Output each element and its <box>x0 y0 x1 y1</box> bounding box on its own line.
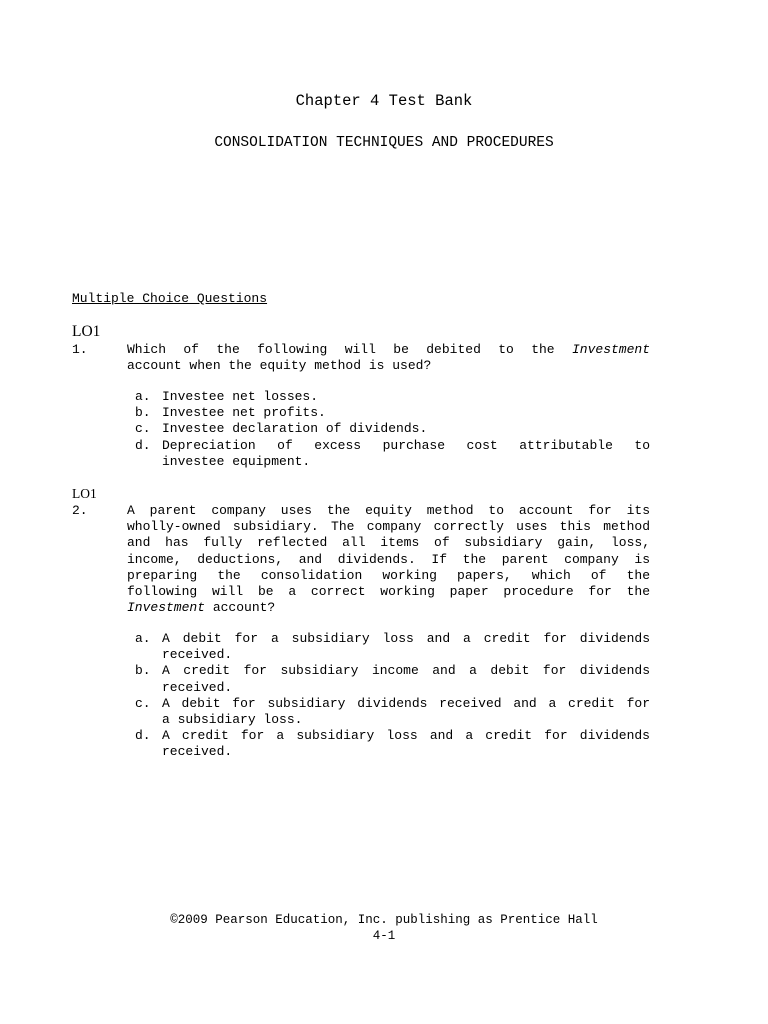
answer-option-d <box>135 728 650 760</box>
chapter-subtitle: CONSOLIDATION TECHNIQUES AND PROCEDURES <box>214 135 554 151</box>
question-text-line: and has fully reflected all items of subsidiary gain, loss, <box>127 535 650 551</box>
option-text: Investee net profits. <box>162 405 326 421</box>
question-text-line: wholly-owned subsidiary. The company correctly uses this method <box>127 519 650 535</box>
question-text-line: Which of the following will be debited to the Investment <box>127 342 650 357</box>
option-text: Investee declaration of dividends. <box>162 421 428 437</box>
option-letter: a. <box>135 631 151 646</box>
answer-option-a <box>135 631 650 663</box>
learning-objective-label: LO1 <box>72 323 101 340</box>
question-text <box>127 342 650 374</box>
learning-objective-label: LO1 <box>72 486 97 501</box>
answer-option-c <box>135 421 650 437</box>
option-letter: c. <box>135 421 151 437</box>
answer-options <box>135 389 650 470</box>
option-text: investee equipment. <box>162 453 311 469</box>
option-text: A credit for a subsidiary loss and a credit for dividends <box>162 728 650 744</box>
question-text <box>127 503 650 616</box>
question-number: 2. <box>72 503 88 518</box>
option-letter: d. <box>135 728 151 744</box>
option-letter: b. <box>135 663 151 679</box>
question-text-line: income, deductions, and dividends. If the parent company is <box>127 551 650 567</box>
answer-option-b <box>135 663 650 695</box>
answer-option-a <box>135 389 650 405</box>
question-text-line: preparing the consolidation working papers, which of the <box>127 567 650 583</box>
answer-options <box>135 631 650 761</box>
question-text-line: following will be a correct working paper procedure for the <box>127 584 650 600</box>
option-text: A debit for subsidiary dividends received and a credit for <box>162 695 650 711</box>
page-number: 4-1 <box>372 929 396 943</box>
question-text-line: Investment account? <box>127 600 276 616</box>
option-text: received. <box>162 647 233 663</box>
option-text: Investee net losses. <box>162 389 319 404</box>
option-letter: a. <box>135 389 151 404</box>
option-text: received. <box>162 744 233 760</box>
option-text: received. <box>162 679 233 695</box>
question-number: 1. <box>72 342 88 357</box>
copyright-notice: ©2009 Pearson Education, Inc. publishing as Prentice Hall <box>170 913 598 927</box>
option-text: a subsidiary loss. <box>162 712 303 728</box>
question-text-line: A parent company uses the equity method to account for its <box>127 503 650 518</box>
answer-option-c <box>135 696 650 728</box>
answer-option-b <box>135 405 650 421</box>
option-letter: b. <box>135 405 151 421</box>
option-text: Depreciation of excess purchase cost attributable to <box>162 437 650 453</box>
option-letter: c. <box>135 695 151 711</box>
option-text: A debit for a subsidiary loss and a credit for dividends <box>162 631 650 646</box>
chapter-title: Chapter 4 Test Bank <box>295 92 473 110</box>
option-letter: d. <box>135 437 151 453</box>
option-text: A credit for subsidiary income and a debit for dividends <box>162 663 650 679</box>
page-footer <box>0 912 768 944</box>
question-text-line: account when the equity method is used? <box>127 358 432 374</box>
answer-option-d <box>135 438 650 470</box>
section-heading: Multiple Choice Questions <box>72 291 268 306</box>
